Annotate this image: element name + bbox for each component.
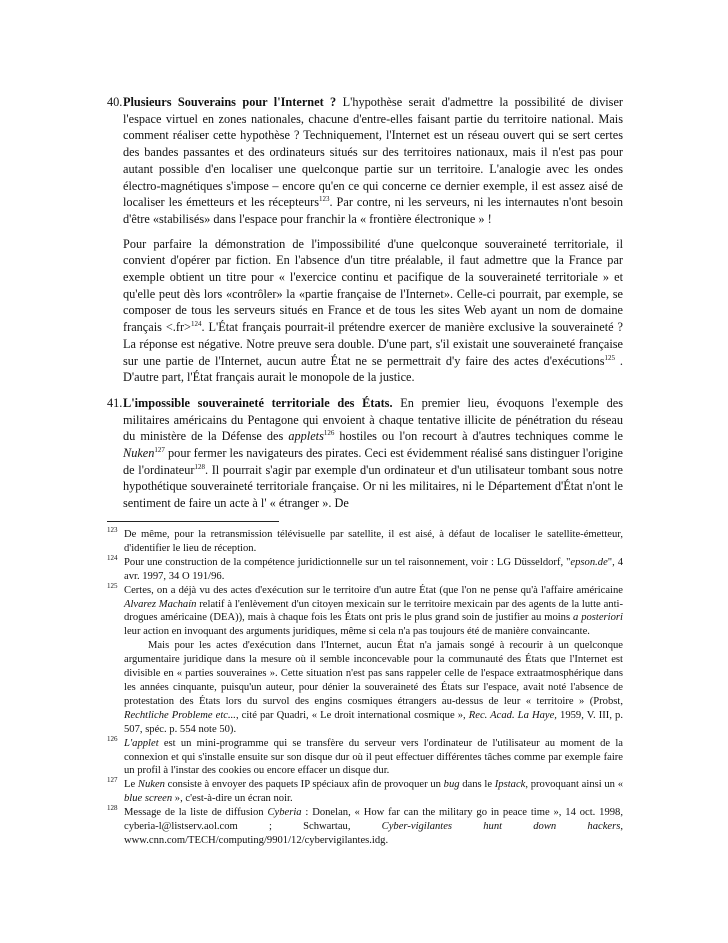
paragraph-text: . Il pourrait s'agir par exemple d'un ordinateur et d'un utilisateur tombant sous notre hypothétique souveraineté territoriale française. Or ni les militaires, ni le Département d'État n'ont le sentiment de faire un acte à l' « étranger ». De: [123, 462, 623, 511]
paragraph-text: Pour parfaire la démonstration de l'impossibilité d'une quelconque souveraineté territoriale, il convient d'opérer par fiction. En l'absence d'un titre préalable, il faut admettre que la France par exemple obtient un titre pour « l'exercice continu et pacifique de la souveraineté territoriale » et qu'elle peut dès lors «contrôler» la «partie française de l'Internet». Celle-ci pourrait, par exemple, se composer de tous les serveurs situés en France et de tous les sites Web ayant un nom de domaine français <.fr>: [123, 236, 623, 335]
paragraph-text: . D'autre part, l'État français aurait le monopole de la justice.: [123, 353, 623, 385]
footnote-text: , provoquant ainsi un «: [525, 779, 623, 791]
footnote-separator: [107, 521, 279, 522]
footnote-ref-128[interactable]: 128: [194, 462, 205, 471]
footnote-text: », c'est-à-dire un écran noir.: [172, 793, 293, 805]
footnote-number: 128: [107, 804, 118, 813]
footnote-italic: blue screen: [124, 793, 173, 805]
term-applets: applets: [288, 429, 324, 444]
footnote-text: Le: [124, 779, 138, 791]
footnote-italic: epson.de: [570, 556, 608, 568]
paragraph-text: . Par contre, ni les serveurs, ni les internautes n'ont besoin d'être «stabilisés» dans l'espace pour franchir la « frontière électronique » !: [123, 195, 623, 226]
footnote-124: [107, 553, 624, 584]
footnote-italic: L'applet: [124, 737, 159, 749]
footnote-text: dans le: [459, 779, 495, 791]
footnote-text: : Donelan, « How far can the military go in peace time », 14 oct. 1998, cyberia-l@listserv.aol.com ; Schwartau,: [124, 807, 623, 833]
footnote-italic: Rechtliche Probleme etc...: [124, 709, 236, 721]
footnote-text: ", 4 avr. 1997, 34 O 191/96.: [124, 556, 624, 582]
paragraph-text: En premier lieu, évoquons l'exemple des militaires américains du Pentagone qui envoient à chaque tentative illicite de pénétration du réseau du ministère de la Défense des: [123, 395, 623, 444]
paragraph-number: 41.: [107, 395, 123, 410]
footnote-number: 123: [107, 526, 118, 534]
footnote-text: 1959, V. III, p. 507, spéc. p. 554 note 50).: [124, 709, 624, 735]
footnote-italic: Alvarez Machaín: [124, 598, 197, 610]
footnote-ref-126[interactable]: 126: [323, 429, 335, 438]
paragraph-41: [107, 395, 623, 512]
footnote-text: consiste à envoyer des paquets IP spéciaux afin de provoquer un: [164, 779, 444, 791]
footnote-123: [107, 528, 623, 556]
paragraph-40: [107, 94, 623, 386]
paragraph-title: L'impossible souveraineté territoriale des États.: [123, 395, 393, 410]
footnote-text: relatif à l'enlèvement d'un citoyen mexicain sur le territoire mexicain par des agents de la lutte anti-drogues américaine (DEA)), mais à chaque fois les États ont pris le plus grand soin de justifier au moins: [124, 598, 623, 624]
footnote-125-continued: [124, 639, 623, 736]
footnote-ref-123[interactable]: 123: [318, 195, 330, 204]
footnote-ref-127[interactable]: 127: [154, 445, 165, 454]
footnote-text: est un mini-programme qui se transfère du serveur vers l'ordinateur de l'utilisateur au moment de la connexion et qui s'installe ensuite sur son disque dur où il peut effectuer différentes tâches comme par exemple faire un profil à l'instar des cookies ou encore effacer un disque dur.: [124, 737, 623, 777]
paragraph-title: Plusieurs Souverains pour l'Internet ?: [123, 95, 337, 109]
paragraph-text: . L'État français pourrait-il prétendre exercer de manière exclusive la souveraineté ? La réponse est négative. Notre preuve sera double. D'une part, s'il existait une souveraineté française sur une partie de l'Internet, aucun autre État ne se permettrait d'y faire des actes d'exécutions: [123, 320, 623, 368]
footnote-ref-125[interactable]: 125: [604, 353, 615, 362]
footnote-127: [107, 778, 623, 806]
footnote-128: [107, 806, 623, 848]
paragraph-40-continued: [123, 236, 623, 386]
footnote-number: 126: [107, 734, 118, 743]
footnote-text: Mais pour les actes d'exécution dans l'Internet, aucun État n'a jamais songé à recourir à un quelconque argumentaire juridique dans la mesure où il semble inconcevable pour la communauté des États que l'Internet est divisible en « parties souveraines ». Cette situation n'est pas sans rappeler celle de l'espace extraatmosphérique dans les années cinquante, puisqu'un auteur, pour dénier la souveraineté des États sur l'espace, avait noté l'absence de protestation des États lors du survol des engins cosmiques étrangers au-dessus de leur « territoire » (Probst,: [124, 640, 623, 707]
footnote-italic: Cyberia: [267, 807, 302, 819]
footnote-text: , cité par Quadri, « Le droit international cosmique »,: [235, 709, 469, 721]
footnote-text: Pour une construction de la compétence juridictionnelle sur un tel raisonnement, voir : LG Düsseldorf, ": [124, 556, 571, 568]
footnote-number: 124: [107, 553, 118, 562]
footnotes: [107, 528, 623, 848]
footnote-italic: bug: [443, 779, 460, 791]
footnote-text: leur action en invoquant des arguments juridiques, même si cela n'a pas toujours été de manière convaincante.: [124, 626, 590, 638]
paragraph-text: pour fermer les navigateurs des pirates. Ceci est évidemment réalisé sans distinguer l'origine de l'ordinateur: [123, 446, 623, 477]
footnote-ref-124[interactable]: 124: [191, 320, 202, 329]
footnote-126: [107, 734, 623, 779]
term-nuken: Nuken: [123, 446, 155, 461]
footnote-text: De même, pour la retransmission télévisuelle par satellite, il est aisé, à défaut de localiser le satellite-émetteur, d'identifier le lieu de réception.: [124, 529, 623, 554]
footnote-125: [107, 581, 624, 737]
footnote-italic: Cyber-vigilantes hunt down hackers: [381, 821, 621, 833]
footnote-text: Message de la liste de diffusion: [124, 807, 268, 819]
footnote-text: , www.cnn.com/TECH/computing/9901/12/cybervigilantes.idg.: [124, 821, 623, 846]
footnote-italic: Nuken: [137, 779, 165, 791]
footnote-italic: a posteriori: [573, 612, 623, 624]
footnote-italic: Ipstack: [494, 779, 526, 791]
main-text: [107, 94, 623, 512]
paragraph-text: L'hypothèse serait d'admettre la possibilité de diviser l'espace virtuel en zones nationales, chacune d'entre-elles faisant partie du territoire national. Mais comment réaliser cette hypothèse ? Techniquement, l'Internet est un réseau ouvert qui se sert certes des bandes passantes et des ordinateurs situés sur des territoires nationaux, mais il n'est pas pour autant possible d'en localiser une quelconque partie sur un territoire. L'analogie avec les ondes électro-magnétiques s'impose – encore qu'en ce qui concerne ce dernier exemple, il est assez aisé de localiser les émetteurs et les récepteurs: [123, 95, 623, 210]
footnote-number: 127: [107, 776, 118, 785]
footnote-text: Certes, on a déjà vu des actes d'exécution sur le territoire d'un autre État (que l'on ne pense qu'à l'affaire américaine: [124, 584, 623, 596]
footnote-number: 125: [107, 581, 118, 590]
footnote-italic: Rec. Acad. La Haye,: [468, 709, 557, 721]
paragraph-text: hostiles ou l'on recourt à d'autres techniques comme le: [334, 429, 623, 444]
paragraph-number: 40.: [107, 95, 123, 109]
